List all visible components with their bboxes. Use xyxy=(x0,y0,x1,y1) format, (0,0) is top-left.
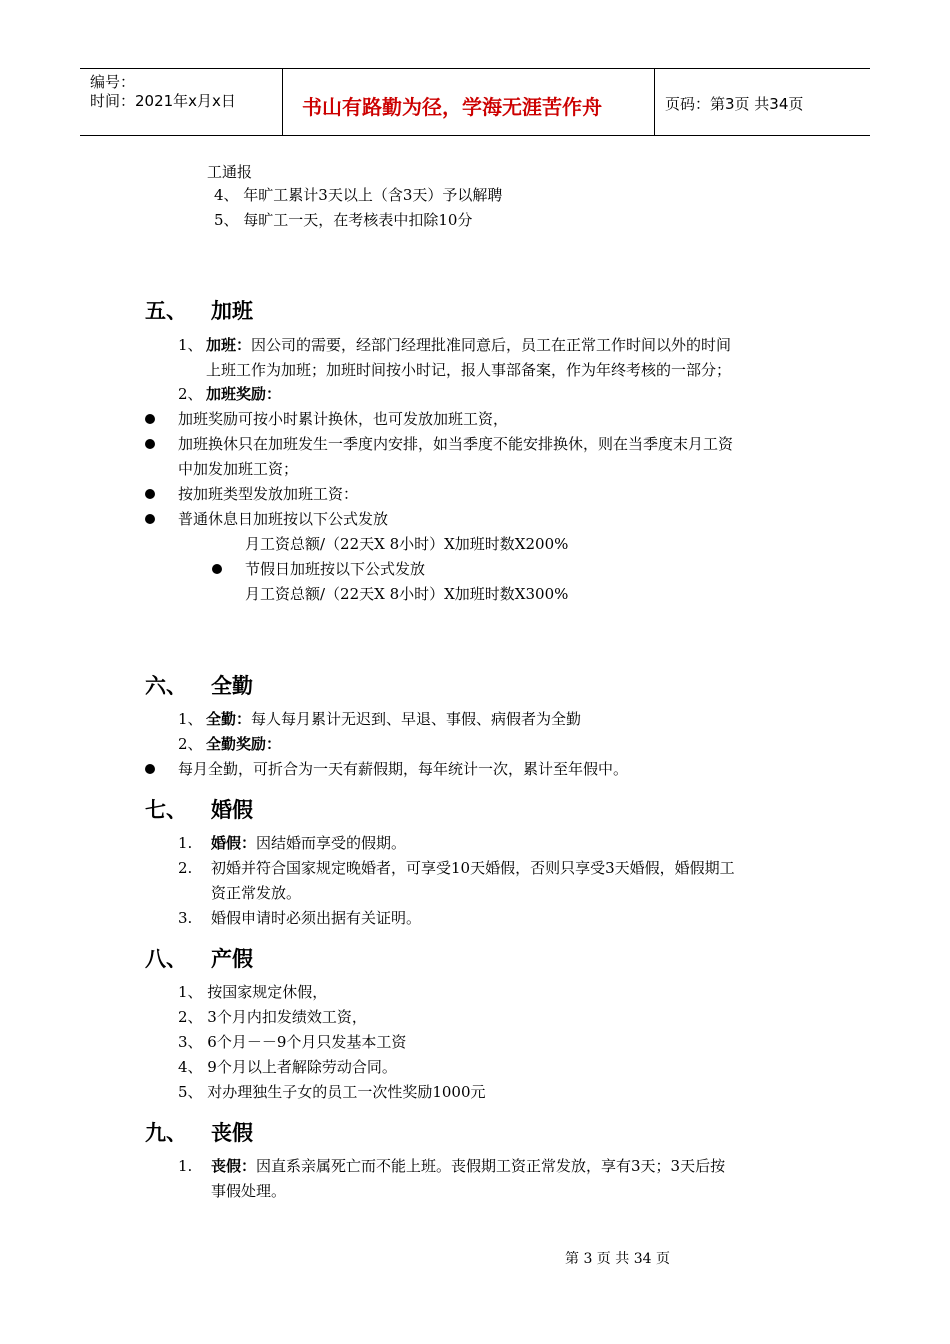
s6-item-1-body: 每人每月累计无迟到、早退、事假、病假者为全勤 xyxy=(251,710,582,728)
header-divider-left xyxy=(282,68,283,136)
s8-item: 5、 对办理独生子女的员工一次性奖励1000元 xyxy=(178,1083,486,1101)
intro-line-1: 4、 年旷工累计3天以上（含3天）予以解聘 xyxy=(214,186,503,204)
s9-item-1-text-cont: 事假处理。 xyxy=(211,1182,287,1200)
bullet-icon xyxy=(145,764,155,774)
section-5-number: 五、 xyxy=(145,299,187,323)
s5-bullet-2: 加班换休只在加班发生一季度内安排，如当季度不能安排换休，则在当季度末月工资 xyxy=(178,435,734,453)
section-8-title: 产假 xyxy=(211,947,253,971)
s5-item-2-number: 2、 xyxy=(178,385,203,403)
s9-item-1-text xyxy=(211,1154,725,1179)
s6-item-1-number: 1、 xyxy=(178,710,203,728)
s7-item-1-label: 婚假： xyxy=(211,834,257,852)
bullet-icon xyxy=(145,489,155,499)
s6-item-1-text xyxy=(206,707,581,732)
bullet-icon xyxy=(212,564,222,574)
s7-item-1-text xyxy=(211,831,406,856)
section-6-title: 全勤 xyxy=(211,674,253,698)
section-8-number: 八、 xyxy=(145,947,187,971)
section-9-title: 丧假 xyxy=(211,1121,253,1145)
s5-formula-1: 月工资总额/（22天X 8小时）X加班时数X200% xyxy=(245,535,569,553)
s5-bullet-5: 节假日加班按以下公式发放 xyxy=(245,560,426,578)
s8-item: 4、 9个月以上者解除劳动合同。 xyxy=(178,1058,397,1076)
s6-bullet-1: 每月全勤，可折合为一天有薪假期，每年统计一次，累计至年假中。 xyxy=(178,760,629,778)
s5-item-1-text xyxy=(206,333,731,358)
s7-item-3-number: 3. xyxy=(178,909,193,927)
s9-item-1-label: 丧假： xyxy=(211,1157,257,1175)
section-9-number: 九、 xyxy=(145,1121,187,1145)
s5-item-1-text-cont: 上班工作为加班；加班时间按小时记，报人事部备案，作为年终考核的一部分； xyxy=(206,361,732,379)
page-footer: 第 3 页 共 34 页 xyxy=(565,1251,670,1267)
s5-item-1-body: 因公司的需要，经部门经理批准同意后，员工在正常工作时间以外的时间 xyxy=(251,336,732,354)
bullet-icon xyxy=(145,439,155,449)
header-top-border xyxy=(80,68,870,69)
s8-item: 3、 6个月－－9个月只发基本工资 xyxy=(178,1033,407,1051)
s6-item-1-label: 全勤： xyxy=(206,710,252,728)
bullet-icon xyxy=(145,514,155,524)
header-bottom-border xyxy=(80,135,870,136)
s7-item-2-text-cont: 资正常发放。 xyxy=(211,884,302,902)
s5-bullet-1: 加班奖励可按小时累计换休，也可发放加班工资， xyxy=(178,410,509,428)
s7-item-3-text: 婚假申请时必须出据有关证明。 xyxy=(211,909,422,927)
s7-item-2-number: 2. xyxy=(178,859,193,877)
section-5-title: 加班 xyxy=(211,299,253,323)
section-7-title: 婚假 xyxy=(211,798,253,822)
header-motto: 书山有路勤为径，学海无涯苦作舟 xyxy=(302,95,602,119)
s5-formula-2: 月工资总额/（22天X 8小时）X加班时数X300% xyxy=(245,585,569,603)
doc-time-label: 时间：2021年x月x日 xyxy=(90,92,236,110)
s6-item-2-label: 全勤奖励： xyxy=(206,735,282,753)
s5-bullet-2-cont: 中加发加班工资； xyxy=(178,460,299,478)
s5-item-1-number: 1、 xyxy=(178,336,203,354)
s5-item-2-label: 加班奖励： xyxy=(206,385,282,403)
section-6-number: 六、 xyxy=(145,674,187,698)
doc-number-label: 编号： xyxy=(90,73,136,91)
s5-bullet-3: 按加班类型发放加班工资： xyxy=(178,485,359,503)
s8-item: 2、 3个月内扣发绩效工资， xyxy=(178,1008,367,1026)
s9-item-1-body: 因直系亲属死亡而不能上班。丧假期工资正常发放，享有3天；3天后按 xyxy=(256,1157,726,1175)
section-7-number: 七、 xyxy=(145,798,187,822)
s5-item-1-label: 加班： xyxy=(206,336,252,354)
s6-item-2-number: 2、 xyxy=(178,735,203,753)
s7-item-1-body: 因结婚而享受的假期。 xyxy=(256,834,407,852)
header-divider-right xyxy=(654,68,655,136)
intro-line-2: 5、 每旷工一天，在考核表中扣除10分 xyxy=(214,211,473,229)
header-page-label: 页码：第3页 共34页 xyxy=(665,95,804,113)
bullet-icon xyxy=(145,414,155,424)
s7-item-1-number: 1. xyxy=(178,834,193,852)
s8-item: 1、 按国家规定休假， xyxy=(178,983,328,1001)
s5-bullet-4: 普通休息日加班按以下公式发放 xyxy=(178,510,389,528)
intro-line-0: 工通报 xyxy=(207,163,253,181)
s7-item-2-text: 初婚并符合国家规定晚婚者，可享受10天婚假，否则只享受3天婚假，婚假期工 xyxy=(211,859,735,877)
s9-item-1-number: 1. xyxy=(178,1157,193,1175)
